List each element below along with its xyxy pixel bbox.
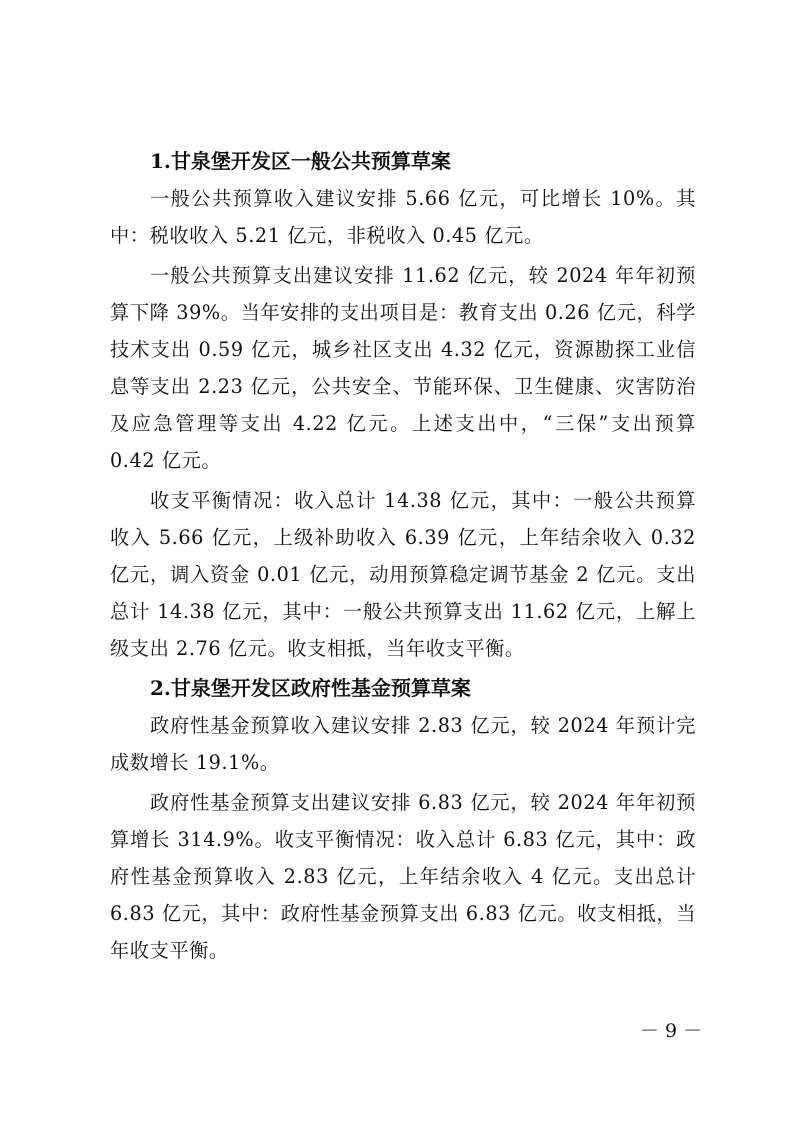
paragraph-general-revenue: 一般公共预算收入建议安排 5.66 亿元，可比增长 10%。其中：税收收入 5.21 亿元，非税收入 0.45 亿元。: [110, 187, 696, 247]
section-heading-general-budget: 1.甘泉堡开发区一般公共预算草案: [150, 149, 451, 173]
page-number: － 9 －: [640, 1020, 703, 1042]
document-body: [110, 143, 696, 972]
paragraph-fund-expenditure: 政府性基金预算支出建议安排 6.83 亿元，较 2024 年年初预算增长 314.9%。收支平衡情况：收入总计 6.83 亿元，其中：政府性基金预算收入 2.83 亿元，上年结余收入 4 亿元。支出总计 6.83 亿元，其中：政府性基金预算支出 6.83 亿元。收支相抵，当年收支平衡。: [110, 791, 697, 962]
section-heading-fund-budget: 2.甘泉堡开发区政府性基金预算草案: [150, 676, 471, 700]
paragraph-general-balance: 收支平衡情况：收入总计 14.38 亿元，其中：一般公共预算收入 5.66 亿元，上级补助收入 6.39 亿元，上年结余收入 0.32 亿元，调入资金 0.01 亿元，动用预算稳定调节基金 2 亿元。支出总计 14.38 亿元，其中：一般公共预算支出 11.62 亿元，上解上级支出 2.76 亿元。收支相抵，当年收支平衡。: [110, 489, 696, 660]
paragraph-general-expenditure: 一般公共预算支出建议安排 11.62 亿元，较 2024 年年初预算下降 39%。当年安排的支出项目是：教育支出 0.26 亿元，科学技术支出 0.59 亿元，城乡社区支出 4.32 亿元，资源勘探工业信息等支出 2.23 亿元，公共安全、节能环保、卫生健康、灾害防治及应急管理等支出 4.22 亿元。上述支出中，“三保”支出预算 0.42 亿元。: [110, 264, 696, 472]
paragraph-fund-revenue: 政府性基金预算收入建议安排 2.83 亿元，较 2024 年预计完成数增长 19.1%。: [110, 714, 696, 774]
